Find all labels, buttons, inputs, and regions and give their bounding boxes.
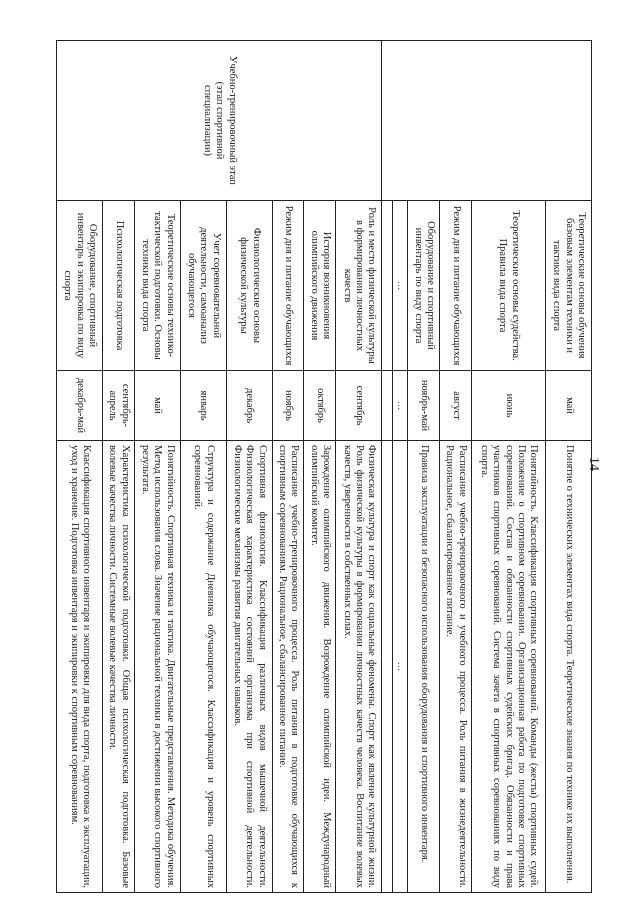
empty-cell bbox=[382, 371, 393, 441]
content-cell: Понятийность. Спортивная техника и тактика. Двигательные представления. Методика обучения. Метод использования слова. Значение рациональной техники в достижении высокого спортивного результата. bbox=[134, 441, 180, 893]
content-cell: Понятие о технических элементах вида спорта. Теоретические знания по технике их выполнения. bbox=[546, 441, 592, 893]
content-cell: Характеристика психологической подготовки. Общая психологическая подготовка. Базовые волевые качества личности. Системные волевые качества личности. bbox=[103, 441, 135, 893]
content-cell: Расписание учебно-тренировочного и учебного процесса. Роль питания в жизнедеятельности. Рациональное, сбалансированное питание. bbox=[439, 441, 471, 893]
month-cell: сентябрь bbox=[336, 371, 382, 441]
month-cell: июнь bbox=[471, 371, 545, 441]
topic-cell: Физиологические основы физической культуры bbox=[226, 201, 272, 371]
topic-cell: Теоретические основы технико-тактической подготовки. Основы техники вида спорта bbox=[134, 201, 180, 371]
content-cell: Спортивная физиология. Классификация различных видов мышечной деятельности. Физиологическая характеристика состояний организма при спортивной деятельности. Физиологические механизмы развития двигательных навыков. bbox=[226, 441, 272, 893]
content-cell: Физическая культура и спорт как социальные феномены. Спорт как явление культурной жизни. Роль физической культуры в формировании личностных качеств человека. Воспитание волевых качеств, уверенности в собственных силах. bbox=[336, 441, 382, 893]
month-cell: сентябрь-апрель bbox=[103, 371, 135, 441]
content-cell: Понятийность. Классификация спортивных соревнований. Команды (жесты) спортивных судей. Положение о спортивном соревновании. Организационная работа по подготовке спортивных соревнований. Состав и обязанности спортивных судейских бригад. Обязанности и права участников спортивных соревнований. Система зачета в спортивных соревнованиях по виду спорта. bbox=[471, 441, 545, 893]
page-number: 14 bbox=[586, 457, 601, 471]
table-row bbox=[546, 41, 592, 893]
topic-cell: Теоретические основы судейства. Правила вида спорта bbox=[471, 201, 545, 371]
table-row bbox=[336, 41, 382, 893]
ellipsis-cell: … bbox=[393, 441, 408, 893]
empty-cell bbox=[382, 201, 393, 371]
month-cell: ноябрь-май bbox=[408, 371, 440, 441]
content-cell: Зарождение олимпийского движения. Возрождение олимпийской идеи. Международный олимпийский комитет. bbox=[304, 441, 336, 893]
rotated-page bbox=[56, 40, 592, 892]
month-cell: декабрь-май bbox=[57, 371, 103, 441]
ellipsis-cell: … bbox=[393, 371, 408, 441]
stage-cell bbox=[382, 41, 592, 201]
month-cell: октябрь bbox=[304, 371, 336, 441]
content-cell: Правила эксплуатации и безопасного использования оборудования и спортивного инвентаря. bbox=[408, 441, 440, 893]
topic-cell: Оборудование и спортивный инвентарь по виду спорта bbox=[408, 201, 440, 371]
topic-cell: Теоретические основы обучения базовым элементам техники и тактики вида спорта bbox=[546, 201, 592, 371]
month-cell: декабрь bbox=[226, 371, 272, 441]
stage-cell: Учебно-тренировочный этап (этап спортивной специализации) bbox=[57, 41, 382, 201]
topic-cell: История возникновения олимпийского движения bbox=[304, 201, 336, 371]
topic-cell: Оборудование, спортивный инвентарь и экипировка по виду спорта bbox=[57, 201, 103, 371]
content-cell: Расписание учебно-тренировочного процесса. Роль питания в подготовке обучающихся к спортивным соревнованиям. Рациональное, сбалансированное питание. bbox=[272, 441, 304, 893]
month-cell: ноябрь bbox=[272, 371, 304, 441]
empty-cell bbox=[382, 441, 393, 893]
topic-cell: Психологическая подготовка bbox=[103, 201, 135, 371]
topic-cell: Режим дня и питание обучающихся bbox=[439, 201, 471, 371]
month-cell: август bbox=[439, 371, 471, 441]
ellipsis-cell: … bbox=[393, 201, 408, 371]
topic-cell: Роль и место физической культуры в формировании личностных качеств bbox=[336, 201, 382, 371]
content-cell: Классификация спортивного инвентаря и экипировки для вида спорта, подготовка к эксплуатации, уход и хранение. Подготовка инвентаря и экипировки к спортивным соревнованиям. bbox=[57, 441, 103, 893]
topic-cell: Учет соревновательной деятельности, самоанализ обучающегося bbox=[180, 201, 226, 371]
topic-cell: Режим дня и питание обучающихся bbox=[272, 201, 304, 371]
month-cell: май bbox=[546, 371, 592, 441]
month-cell: январь bbox=[180, 371, 226, 441]
theory-plan-table bbox=[56, 40, 592, 893]
month-cell: май bbox=[134, 371, 180, 441]
content-cell: Структура и содержание Дневника обучающегося. Классификация и уровень спортивных соревнований. bbox=[180, 441, 226, 893]
